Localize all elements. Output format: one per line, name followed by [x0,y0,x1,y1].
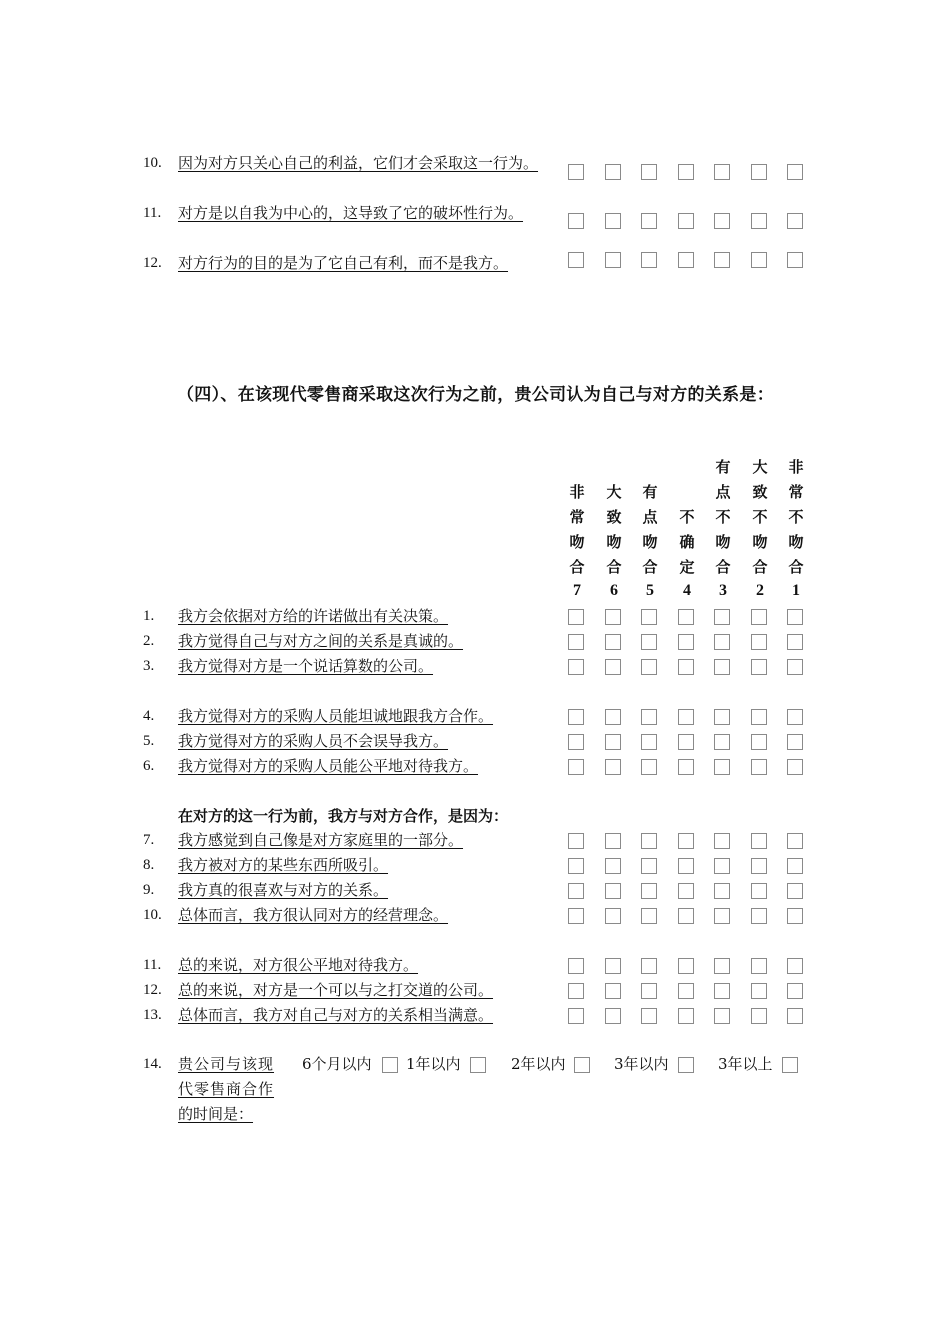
scale-header-char: 吻 [715,533,731,551]
scale-header-char: 合 [642,558,658,576]
rating-checkbox[interactable] [641,659,657,675]
rating-checkbox[interactable] [678,858,694,874]
rating-checkbox[interactable] [751,958,767,974]
item-text: 总体而言，我方很认同对方的经营理念。 [178,906,449,924]
scale-header-char: 吻 [642,533,658,551]
rating-checkbox[interactable] [641,958,657,974]
rating-checkbox[interactable] [605,734,621,750]
scale-number: 5 [646,582,654,599]
item-number: 14. [143,1056,162,1072]
rating-checkbox[interactable] [605,883,621,899]
option-checkbox[interactable] [382,1057,398,1073]
q14-line-2: 代零售商合作 [178,1080,275,1098]
rating-checkbox[interactable] [568,734,584,750]
option-label: 6个月以内 [302,1055,372,1073]
scale-header [599,480,629,580]
rating-checkbox[interactable] [641,164,657,180]
rating-checkbox[interactable] [568,609,584,625]
rating-checkbox[interactable] [678,983,694,999]
scale-header-char: 吻 [788,533,804,551]
scale-number: 1 [792,582,800,599]
rating-checkbox[interactable] [678,609,694,625]
rating-checkbox[interactable] [568,858,584,874]
rating-checkbox[interactable] [568,883,584,899]
rating-checkbox[interactable] [678,213,694,229]
rating-checkbox[interactable] [751,833,767,849]
rating-checkbox[interactable] [605,659,621,675]
rating-checkbox[interactable] [641,858,657,874]
rating-checkbox[interactable] [678,252,694,268]
rating-checkbox[interactable] [641,252,657,268]
option-checkbox[interactable] [470,1057,486,1073]
rating-checkbox[interactable] [787,609,803,625]
scale-header-char: 致 [752,483,768,501]
rating-checkbox[interactable] [678,659,694,675]
item-text: 我方觉得自己与对方之间的关系是真诚的。 [178,632,464,650]
rating-checkbox[interactable] [787,833,803,849]
rating-checkbox[interactable] [751,734,767,750]
scale-header-char: 常 [788,483,804,501]
option-label: 3年以内 [614,1055,669,1073]
rating-checkbox[interactable] [568,634,584,650]
scale-header-char: 致 [606,508,622,526]
rating-checkbox[interactable] [714,659,730,675]
rating-checkbox[interactable] [787,858,803,874]
scale-header-char: 合 [788,558,804,576]
rating-checkbox[interactable] [678,734,694,750]
rating-checkbox[interactable] [605,983,621,999]
rating-checkbox[interactable] [641,1008,657,1024]
section-title [143,378,813,412]
scale-header-char: 不 [788,508,804,526]
scale-header-char: 合 [715,558,731,576]
rating-checkbox[interactable] [605,252,621,268]
scale-header-char: 合 [569,558,585,576]
rating-checkbox[interactable] [751,164,767,180]
rating-checkbox[interactable] [787,659,803,675]
rating-checkbox[interactable] [605,164,621,180]
rating-checkbox[interactable] [751,609,767,625]
item-text: 因为对方只关心自己的利益，它们才会采取这一行为。 [178,154,539,172]
rating-checkbox[interactable] [787,908,803,924]
scale-header-char: 非 [788,458,804,476]
rating-checkbox[interactable] [678,883,694,899]
rating-checkbox[interactable] [714,858,730,874]
item-number: 10. [143,907,162,923]
scale-header-char: 吻 [752,533,768,551]
item-number: 7. [143,832,155,848]
rating-checkbox[interactable] [714,983,730,999]
rating-checkbox[interactable] [787,634,803,650]
rating-checkbox[interactable] [787,983,803,999]
rating-checkbox[interactable] [714,883,730,899]
rating-checkbox[interactable] [751,908,767,924]
rating-checkbox[interactable] [605,958,621,974]
option-checkbox[interactable] [574,1057,590,1073]
item-text: 我方会依据对方给的许诺做出有关决策。 [178,607,449,625]
scale-number: 4 [683,582,691,599]
item-text: 对方行为的目的是为了它自己有利，而不是我方。 [178,254,509,272]
rating-checkbox[interactable] [568,659,584,675]
rating-checkbox[interactable] [568,213,584,229]
rating-checkbox[interactable] [714,833,730,849]
rating-checkbox[interactable] [714,213,730,229]
rating-checkbox[interactable] [678,634,694,650]
scale-header-char: 有 [715,458,731,476]
rating-checkbox[interactable] [714,759,730,775]
item-number: 6. [143,758,155,774]
rating-checkbox[interactable] [568,958,584,974]
option-checkbox[interactable] [678,1057,694,1073]
rating-checkbox[interactable] [641,833,657,849]
item-number: 2. [143,633,155,649]
q14-line-1: 贵公司与该现 [178,1055,275,1073]
rating-checkbox[interactable] [751,883,767,899]
scale-header-char: 常 [569,508,585,526]
rating-checkbox[interactable] [568,709,584,725]
scale-header-char: 有 [642,483,658,501]
rating-checkbox[interactable] [641,908,657,924]
scale-number: 6 [610,582,618,599]
rating-checkbox[interactable] [787,252,803,268]
scale-header [781,455,811,580]
rating-checkbox[interactable] [678,759,694,775]
item-number: 12. [143,255,162,271]
scale-header-char: 吻 [569,533,585,551]
section-title-text: （四）、在该现代零售商采取这次行为之前，贵公司认为自己与对方的关系是： [177,385,774,405]
rating-checkbox[interactable] [568,1008,584,1024]
item-text: 总体而言，我方对自己与对方的关系相当满意。 [178,1006,494,1024]
rating-checkbox[interactable] [605,709,621,725]
item-text: 我方觉得对方的采购人员能坦诚地跟我方合作。 [178,707,494,725]
scale-header-char: 不 [679,508,695,526]
item-number: 12. [143,982,162,998]
item-text: 对方是以自我为中心的，这导致了它的破坏性行为。 [178,204,524,222]
scale-number: 2 [756,582,764,599]
rating-checkbox[interactable] [678,908,694,924]
scale-header [672,505,702,580]
rating-checkbox[interactable] [714,252,730,268]
rating-checkbox[interactable] [751,659,767,675]
item-text: 我方觉得对方是一个说话算数的公司。 [178,657,434,675]
scale-header-char: 合 [606,558,622,576]
scale-header-char: 确 [679,533,695,551]
rating-checkbox[interactable] [714,1008,730,1024]
scale-header-char: 不 [752,508,768,526]
scale-header-char: 非 [569,483,585,501]
rating-checkbox[interactable] [641,213,657,229]
rating-checkbox[interactable] [787,709,803,725]
q14-line-3: 的时间是： [178,1105,254,1123]
rating-checkbox[interactable] [568,983,584,999]
rating-checkbox[interactable] [568,908,584,924]
rating-checkbox[interactable] [714,634,730,650]
item-text: 我方被对方的某些东西所吸引。 [178,856,389,874]
rating-checkbox[interactable] [751,213,767,229]
rating-checkbox[interactable] [605,609,621,625]
rating-checkbox[interactable] [641,709,657,725]
item-number: 13. [143,1007,162,1023]
rating-checkbox[interactable] [751,252,767,268]
option-label: 3年以上 [718,1055,773,1073]
rating-checkbox[interactable] [751,759,767,775]
rating-checkbox[interactable] [641,759,657,775]
rating-checkbox[interactable] [641,609,657,625]
rating-checkbox[interactable] [568,759,584,775]
scale-header-char: 点 [715,483,731,501]
rating-checkbox[interactable] [787,1008,803,1024]
item-text: 我方觉得对方的采购人员能公平地对待我方。 [178,757,479,775]
rating-checkbox[interactable] [787,883,803,899]
rating-checkbox[interactable] [787,164,803,180]
scale-header-char: 不 [715,508,731,526]
rating-checkbox[interactable] [787,213,803,229]
scale-header-char: 点 [642,508,658,526]
scale-header [562,480,592,580]
item-text: 我方觉得对方的采购人员不会误导我方。 [178,732,449,750]
scale-header [745,455,775,580]
rating-checkbox[interactable] [714,908,730,924]
rating-checkbox[interactable] [678,958,694,974]
item-number: 11. [143,957,162,973]
rating-checkbox[interactable] [678,164,694,180]
scale-number: 7 [573,582,581,599]
group3-heading: 在对方的这一行为前，我方与对方合作，是因为： [178,807,509,825]
rating-checkbox[interactable] [605,908,621,924]
rating-checkbox[interactable] [787,734,803,750]
rating-checkbox[interactable] [678,1008,694,1024]
rating-checkbox[interactable] [678,709,694,725]
rating-checkbox[interactable] [751,983,767,999]
rating-checkbox[interactable] [751,634,767,650]
rating-checkbox[interactable] [714,734,730,750]
item-number: 9. [143,882,155,898]
rating-checkbox[interactable] [641,883,657,899]
rating-checkbox[interactable] [714,958,730,974]
item-text: 我方真的很喜欢与对方的关系。 [178,881,389,899]
rating-checkbox[interactable] [605,213,621,229]
rating-checkbox[interactable] [605,1008,621,1024]
rating-checkbox[interactable] [568,833,584,849]
rating-checkbox[interactable] [714,164,730,180]
item-text: 总的来说，对方是一个可以与之打交道的公司。 [178,981,494,999]
scale-number: 3 [719,582,727,599]
rating-checkbox[interactable] [714,609,730,625]
item-text: 总的来说，对方很公平地对待我方。 [178,956,419,974]
rating-checkbox[interactable] [568,164,584,180]
rating-checkbox[interactable] [787,759,803,775]
scale-header-char: 大 [752,458,768,476]
scale-header-char: 合 [752,558,768,576]
rating-checkbox[interactable] [605,833,621,849]
scale-header [708,455,738,580]
rating-checkbox[interactable] [641,634,657,650]
rating-checkbox[interactable] [605,759,621,775]
item-number: 3. [143,658,155,674]
rating-checkbox[interactable] [751,709,767,725]
item-number: 4. [143,708,155,724]
rating-checkbox[interactable] [641,983,657,999]
rating-checkbox[interactable] [714,709,730,725]
rating-checkbox[interactable] [568,252,584,268]
rating-checkbox[interactable] [751,1008,767,1024]
rating-checkbox[interactable] [605,634,621,650]
scale-header-char: 定 [679,558,695,576]
item-number: 11. [143,205,162,221]
rating-checkbox[interactable] [678,833,694,849]
rating-checkbox[interactable] [605,858,621,874]
scale-header-char: 吻 [606,533,622,551]
option-checkbox[interactable] [782,1057,798,1073]
item-number: 5. [143,733,155,749]
scale-header-char: 大 [606,483,622,501]
option-label: 2年以内 [511,1055,566,1073]
rating-checkbox[interactable] [751,858,767,874]
scale-header [635,480,665,580]
item-number: 1. [143,608,155,624]
item-number: 10. [143,155,162,171]
item-text: 我方感觉到自己像是对方家庭里的一部分。 [178,831,464,849]
rating-checkbox[interactable] [641,734,657,750]
option-label: 1年以内 [406,1055,461,1073]
item-number: 8. [143,857,155,873]
rating-checkbox[interactable] [787,958,803,974]
